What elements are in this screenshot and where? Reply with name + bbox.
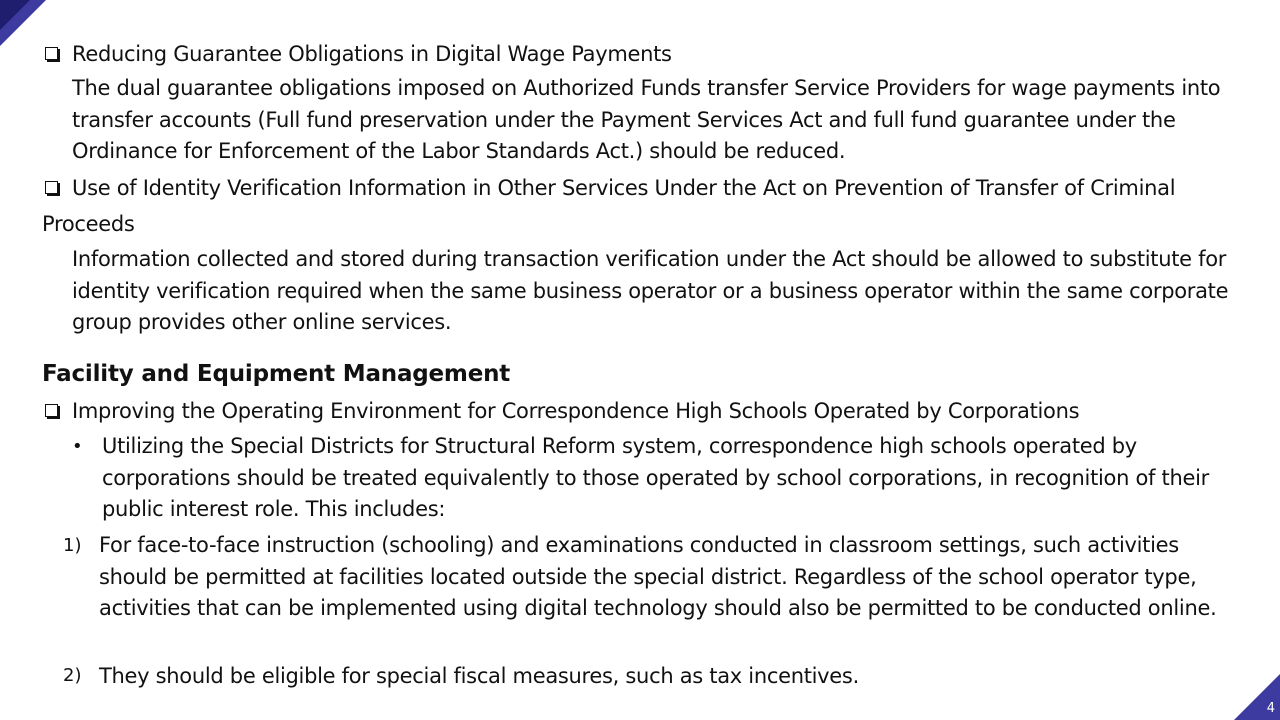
item-title-identity-line2: Proceeds [42, 212, 135, 236]
item-title-wage-payments: Reducing Guarantee Obligations in Digital Wage Payments [72, 42, 672, 66]
numbered-item-2: They should be eligible for special fiscal measures, such as tax incentives. [99, 664, 859, 688]
item-title-correspondence-schools: Improving the Operating Environment for Correspondence High Schools Operated by Corporations [72, 399, 1080, 423]
bullet-dot: • [72, 436, 83, 457]
item-body-identity: Information collected and stored during transaction verification under the Act should be allowed to substitute for identity verification required when the same business operator or a business operator within the same corporate group provides other online services. [72, 247, 1229, 334]
bullet-text: Utilizing the Special Districts for Structural Reform system, correspondence high schools operated by corporations should be treated equivalently to those operated by school corporations, in recognition of their public interest role. This includes: [102, 434, 1209, 521]
item-title-identity-line1: Use of Identity Verification Information in Other Services Under the Act on Prevention of Transfer of Criminal [72, 176, 1176, 200]
checkbox-square-icon [45, 181, 58, 194]
checkbox-square-icon [45, 404, 58, 417]
list-number-1: 1) [63, 535, 82, 556]
checkbox-square-icon [45, 47, 58, 60]
section-heading: Facility and Equipment Management [42, 361, 511, 387]
item-body-wage-payments: The dual guarantee obligations imposed on Authorized Funds transfer Service Providers for wage payments into transfer accounts (Full fund preservation under the Payment Services Act and full fund guarantee under the Ordinance for Enforcement of the Labor Standards Act.) should be reduced. [72, 76, 1221, 163]
list-number-2: 2) [63, 665, 82, 686]
page-number: 4 [1266, 701, 1275, 716]
corner-decoration-top-left-inner [0, 0, 30, 30]
numbered-item-1: For face-to-face instruction (schooling) and examinations conducted in classroom settings, such activities should be permitted at facilities located outside the special district. Regardless of the school operator type, activities that can be implemented using digital technology should also be permitted to be conducted online. [99, 533, 1217, 620]
